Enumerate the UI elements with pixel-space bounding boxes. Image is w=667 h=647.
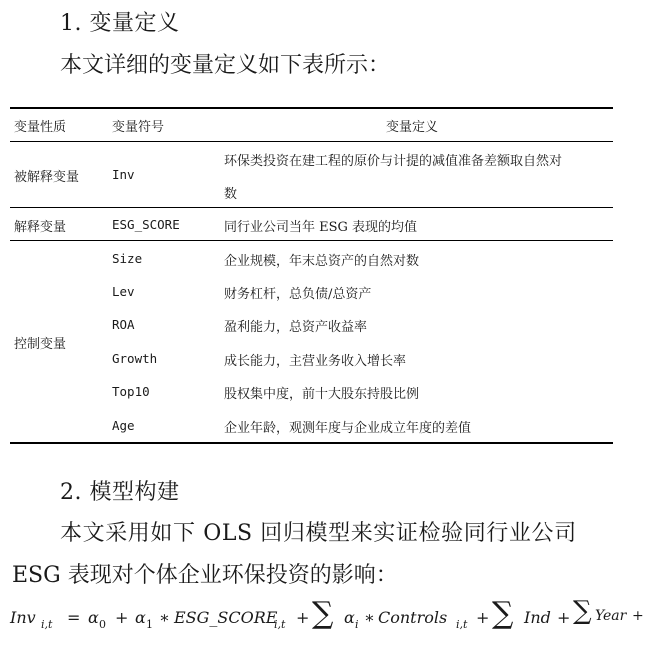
table-header-symbol: 变量符号 <box>112 120 165 135</box>
formula-controls: Controls <box>378 608 448 627</box>
table-cell-symbol: ROA <box>112 317 135 332</box>
formula-alpha1: α <box>135 608 146 627</box>
table-header-nature: 变量性质 <box>14 120 67 135</box>
formula-esg-score: ESG_SCORE <box>174 608 278 627</box>
table-cell-symbol: Top10 <box>112 384 150 399</box>
table-cell-symbol: Growth <box>112 351 158 366</box>
section-heading-1: 1. 变量定义 <box>60 11 180 36</box>
formula-esg-score-subscript: i,t <box>274 618 286 631</box>
table-cell-symbol: Age <box>112 418 135 433</box>
section-intro-1: 本文详细的变量定义如下表所示： <box>60 53 391 78</box>
section-paragraph-line-2: ESG 表现对个体企业环保投资的影响： <box>12 563 398 588</box>
section-heading-2: 2. 模型构建 <box>60 480 180 505</box>
formula-alpha1-subscript: 1 <box>146 618 153 631</box>
formula-plus-5: + <box>632 608 644 624</box>
table-cell-definition: 企业年龄，观测年度与企业成立年度的差值 <box>224 421 472 436</box>
table-cell-definition: 成长能力，主营业务收入增长率 <box>224 354 407 369</box>
formula-plus-4: + <box>557 608 571 627</box>
formula-sum-3: ∑ <box>573 596 592 626</box>
table-cell-symbol: Lev <box>112 284 135 299</box>
table-cell-definition: 企业规模，年末总资产的自然对数 <box>224 254 420 269</box>
table-header-definition: 变量定义 <box>386 120 439 135</box>
table-header-rule <box>10 141 613 142</box>
regression-formula <box>10 596 650 638</box>
formula-times-1: ∗ <box>159 608 170 627</box>
formula-alpha0-subscript: 0 <box>99 618 106 631</box>
table-cell-symbol: Size <box>112 251 143 266</box>
table-cell-definition-cont: 数 <box>224 187 238 202</box>
table-group-rule-1 <box>10 207 613 208</box>
formula-plus-2: + <box>296 608 310 627</box>
formula-ind: Ind <box>524 608 551 627</box>
formula-controls-subscript: i,t <box>456 618 468 631</box>
formula-lhs: Inv <box>10 608 36 627</box>
table-cell-definition: 盈利能力，总资产收益率 <box>224 320 368 335</box>
table-cell-definition: 股权集中度，前十大股东持股比例 <box>224 387 420 402</box>
table-top-rule <box>10 107 613 109</box>
table-cell-symbol: ESG_SCORE <box>112 217 180 232</box>
table-cell-nature-dependent: 被解释变量 <box>14 170 80 185</box>
formula-sum-2: ∑ <box>492 596 514 631</box>
formula-plus-1: + <box>115 608 129 627</box>
formula-times-2: ∗ <box>364 608 375 627</box>
formula-alpha0: α <box>88 608 99 627</box>
table-cell-definition: 环保类投资在建工程的原价与计提的减值准备差额取自然对 <box>224 154 563 169</box>
table-group-rule-2 <box>10 240 613 241</box>
table-cell-nature-control: 控制变量 <box>14 337 67 352</box>
formula-year: Year <box>595 608 627 624</box>
table-cell-symbol: Inv <box>112 167 135 182</box>
formula-alpha-i: α <box>344 608 355 627</box>
formula-lhs-subscript: i,t <box>41 618 53 631</box>
table-cell-nature-explanatory: 解释变量 <box>14 220 67 235</box>
table-cell-definition: 财务杠杆，总负债/总资产 <box>224 287 372 302</box>
table-bottom-rule <box>10 442 613 444</box>
formula-sum-1: ∑ <box>312 596 334 631</box>
formula-equals: = <box>67 608 81 627</box>
table-cell-definition: 同行业公司当年 ESG 表现的均值 <box>224 220 418 235</box>
formula-plus-3: + <box>476 608 490 627</box>
section-paragraph-line-1: 本文采用如下 OLS 回归模型来实证检验同行业公司 <box>60 521 577 546</box>
formula-alpha-i-subscript: i <box>355 618 359 631</box>
